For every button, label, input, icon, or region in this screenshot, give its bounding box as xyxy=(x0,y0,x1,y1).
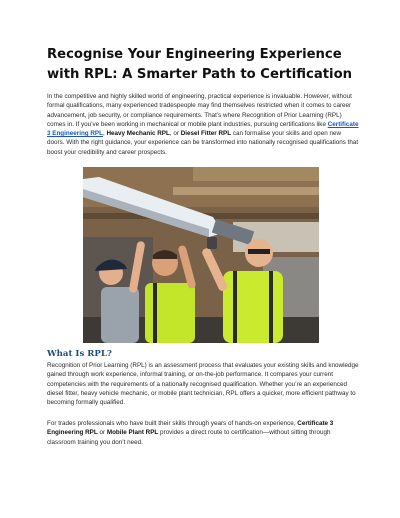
para2-text-before: For trades professionals who have built their skills through years of hands-on experience, xyxy=(47,420,298,427)
intro-text-after: can formalise your skills and open new doors. With the right guidance, your experience can be transformed into nationally recognised qualifications that boost your credibility and career prospects. xyxy=(47,130,359,156)
para2-text-after: provides a direct route to certification—without sitting through classroom training you don’t need. xyxy=(47,429,331,446)
certificate-3-engineering-rpl-link[interactable]: Certificate 3 Engineering RPL xyxy=(47,120,359,138)
intro-separator-1: , xyxy=(102,130,107,138)
photo-illustration xyxy=(83,167,319,343)
section-paragraph-1: Recognition of Prior Learning (RPL) is an assessment process that evaluates your existing skills and knowledge gained through work experience, informal training, or on-the-job performance. It compares your current competencies with the requirements of a nationally recognised qualification. Whether you’re an experienced diesel fitter, heavy vehicle mechanic, or mobile plant technician, RPL offers a quicker, more efficient pathway to becoming formally qualified. xyxy=(47,362,359,407)
workers-inspecting-pipe-photo xyxy=(83,167,319,343)
heavy-mechanic-rpl-text: Heavy Mechanic RPL xyxy=(106,130,170,138)
section-heading: What Is RPL? xyxy=(47,349,112,359)
mobile-plant-rpl-text: Mobile Plant RPL xyxy=(106,429,159,437)
certificate-3-engineering-rpl-text: Certificate 3 Engineering RPL xyxy=(47,420,334,437)
section-paragraph-2 xyxy=(47,419,359,447)
intro-paragraph xyxy=(47,92,359,157)
intro-text-before: In the competitive and highly skilled world of engineering, practical experience is invaluable. However, without formal qualifications, many experienced tradespeople may find themselves restricted when it comes to career advancement, job security, or compliance requirements. That’s where Recognition of Prior Learning (RPL) comes in. If you’ve been working in mechanical or mobile plant industries, pursuing certifications like xyxy=(47,93,352,128)
para2-separator: or xyxy=(97,429,107,437)
article-title: Recognise Your Engineering Experience with RPL: A Smarter Path to Certification xyxy=(47,47,353,82)
diesel-fitter-rpl-text: Diesel Fitter RPL xyxy=(180,130,232,138)
intro-separator-2: , or xyxy=(169,130,181,138)
